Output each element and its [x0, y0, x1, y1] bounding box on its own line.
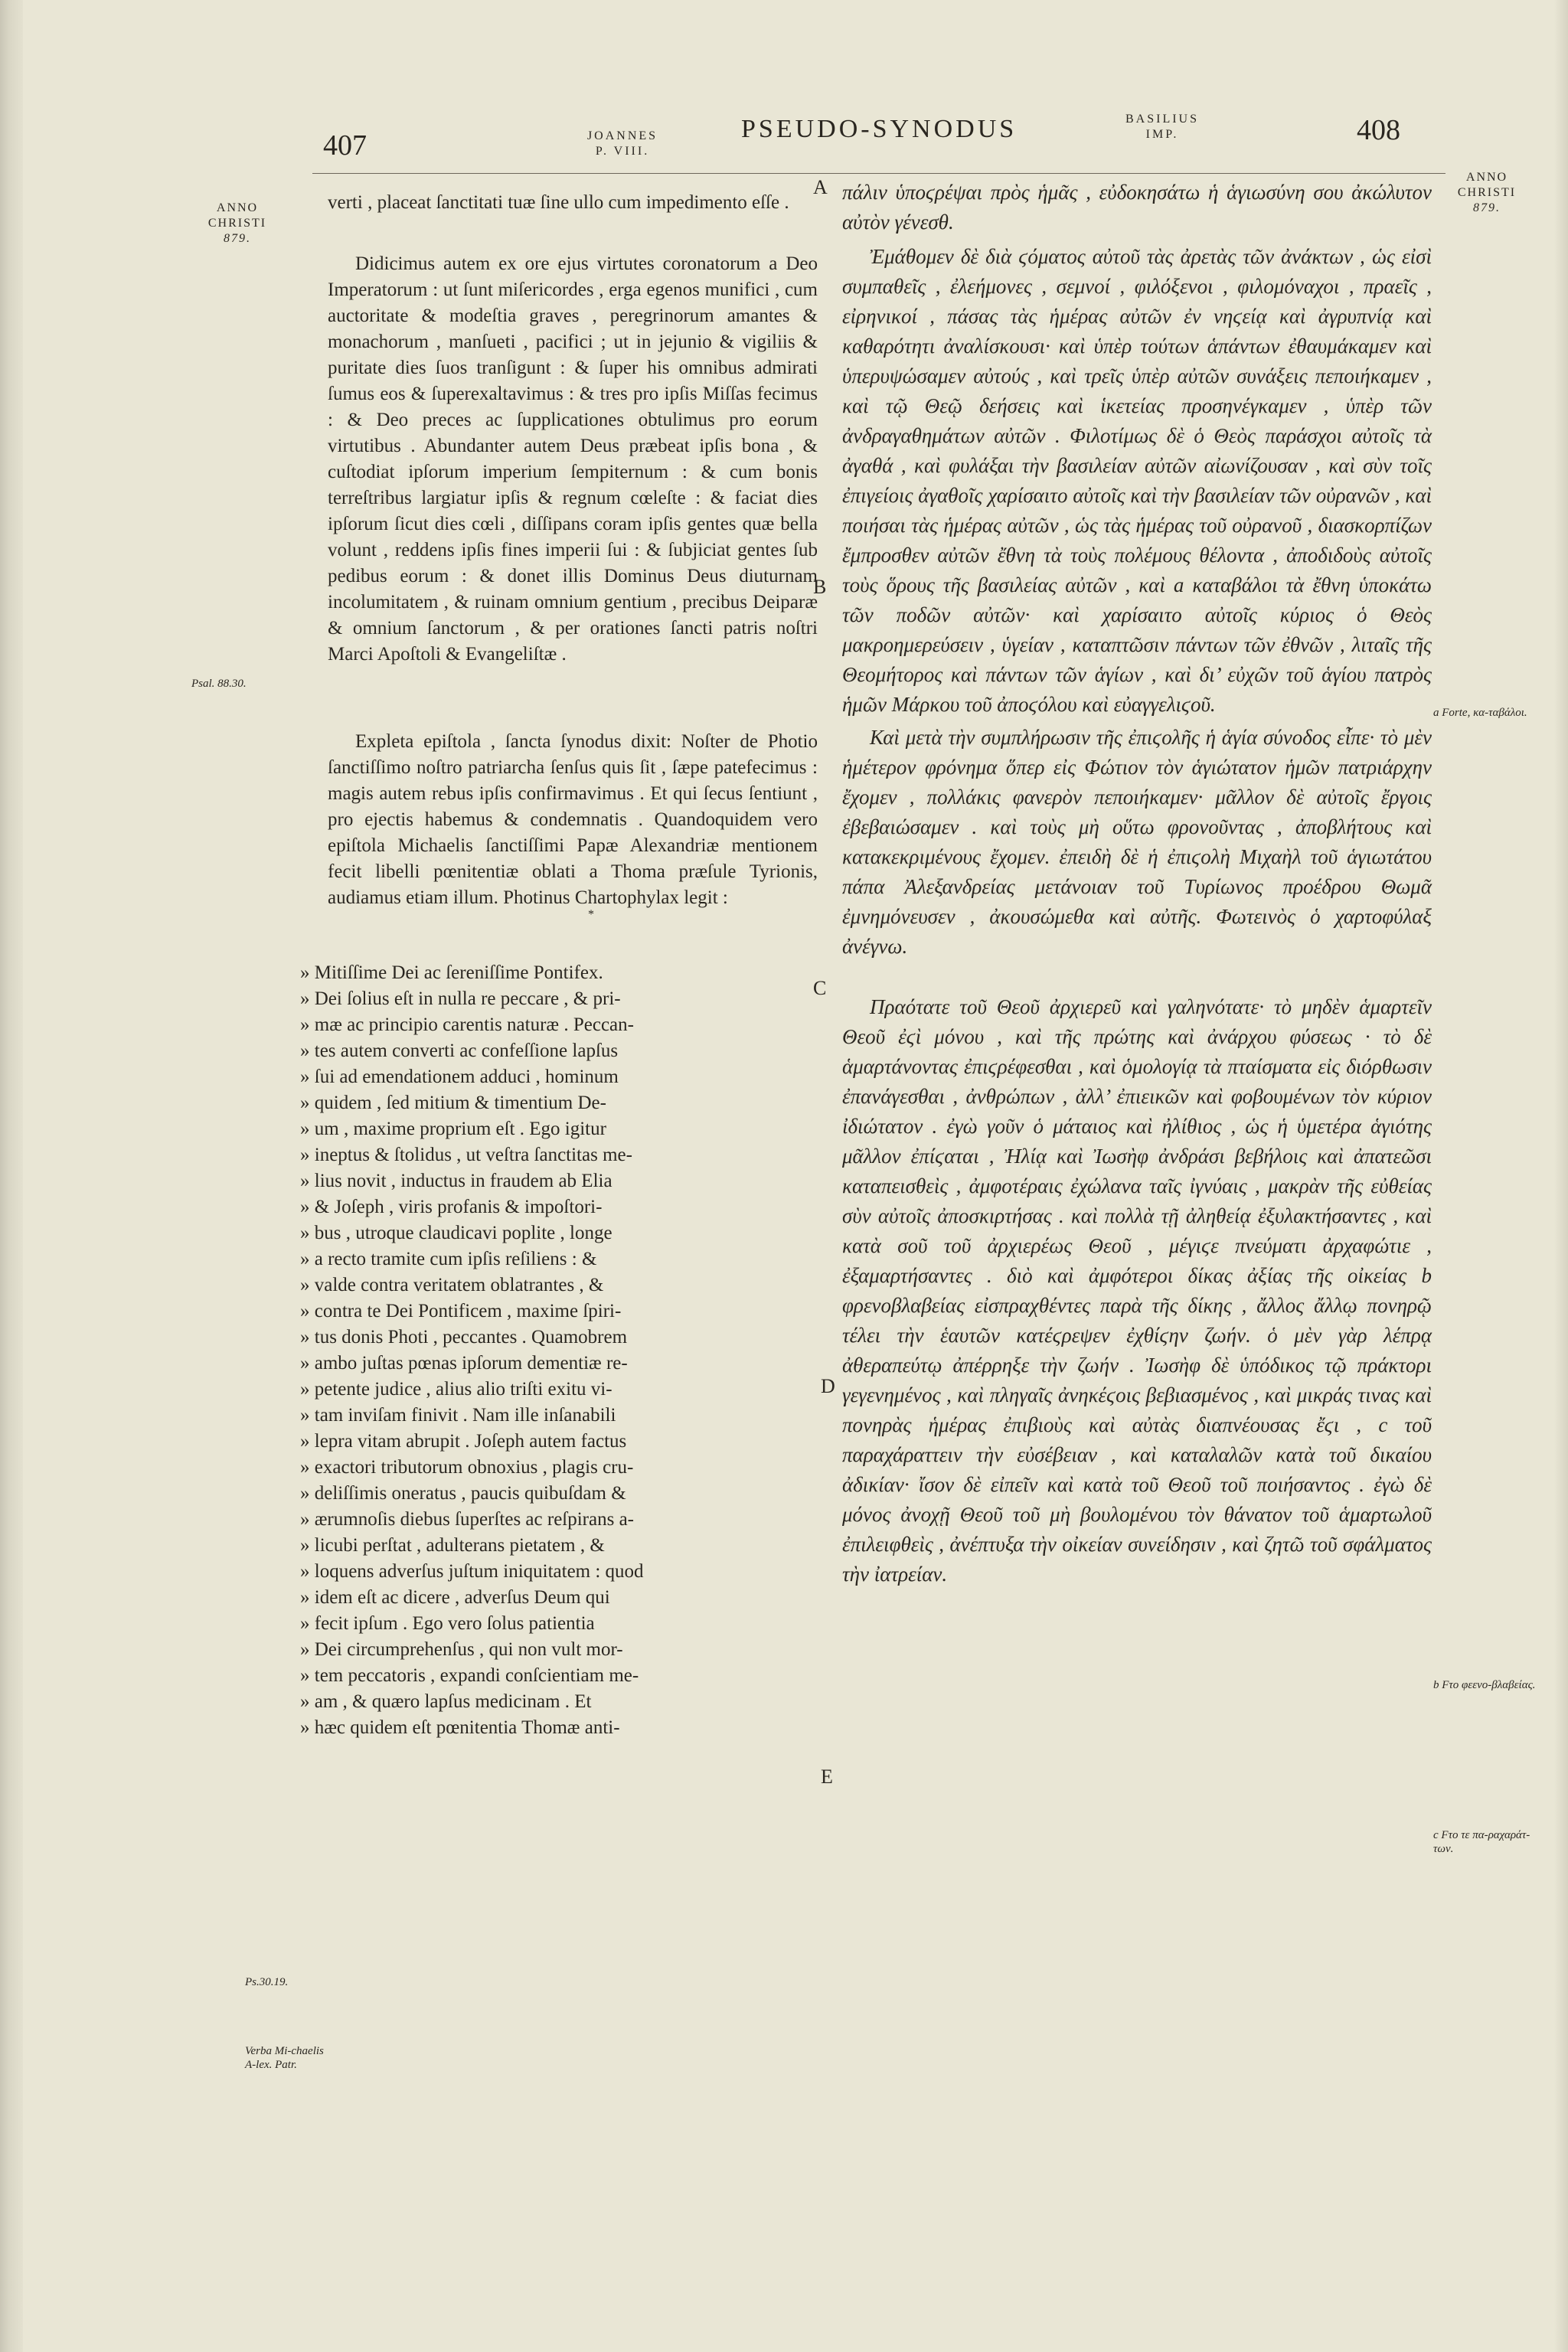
- latin-quoted-letter: [300, 960, 818, 1741]
- header-basilius-name: BASILIUS: [1125, 113, 1199, 126]
- verba-michaelis-note: Verba Mi-chaelis A-lex. Patr.: [245, 2045, 324, 2071]
- latin-paragraph-1: verti , placeat ſanctitati tuæ ſine ullo cum impedimento eſſe .: [328, 192, 789, 213]
- year-left: 879.: [224, 232, 251, 245]
- year-right: 879.: [1473, 201, 1501, 214]
- header-joannes: [565, 129, 680, 159]
- quote-line: » hæc quidem eſt pœnitentia Thomæ anti-: [300, 1717, 620, 1738]
- section-ornament: *: [588, 908, 594, 921]
- anno-christi-left: [191, 201, 283, 247]
- quote-line: » ſui ad emendationem adduci , hominum: [300, 1067, 619, 1087]
- section-letter-c: C: [813, 977, 827, 999]
- header-joannes-name: JOANNES: [586, 129, 658, 142]
- section-letter-d: D: [821, 1375, 835, 1397]
- christi-left: CHRISTI: [207, 217, 267, 230]
- quote-line: » a recto tramite cum ipſis reſiliens : &: [300, 1249, 597, 1269]
- quote-line: » Dei circumprehenſus , qui non vult mor-: [300, 1639, 623, 1660]
- section-letter-b: B: [813, 576, 827, 598]
- quote-line: » ineptus & ſtolidus , ut veſtra ſanctitas me-: [300, 1145, 632, 1165]
- quote-line: » licubi perſtat , adulterans pietatem , &: [300, 1535, 605, 1556]
- quote-line: » ambo juſtas pœnas ipſorum dementiæ re-: [300, 1353, 628, 1374]
- quote-line: » bus , utroque claudicavi poplite , longe: [300, 1223, 612, 1243]
- quote-line: » Mitiſſime Dei ac ſereniſſime Pontifex.: [300, 962, 603, 983]
- anno-left: ANNO: [216, 201, 259, 214]
- quote-line: » deliſſimis oneratus , paucis quibuſdam &: [300, 1483, 626, 1504]
- page-edge-right: [1554, 0, 1568, 2352]
- note-c: c Fτο τε πα-ραχαράτ-των.: [1433, 1829, 1530, 1855]
- anno-christi-right: [1433, 170, 1540, 216]
- greek-paragraph-4: Πραότατε τοῦ Θεοῦ ἀρχιερεῦ καὶ γαληνότατε· τὸ μηδὲν ἁμαρτεῖν Θεοῦ ἐϛὶ μόνου , καὶ τῆς πρώτης καὶ ἀνάρχου φύσεως · τὸ δὲ ἁμαρτάνοντας ἐπιϛρέφεσθαι , καὶ ὁμολογίᾳ τὰ πταίσματα εἰς διόρθωσιν ἐπανάγεσθαι , ἀνθρώπων , ἀλλ’ ἐπιεικῶν καὶ φοβουμένων τὸν κύριον ἰδιώτατον . ἐγὼ γοῦν ὁ μάταιος καὶ ἠλίθιος , ὡς ἡ ὑμετέρα ἁγιότης μᾶλλον ἐπίϛαται , Ἠλίᾳ καὶ Ἰωσὴφ ἀνδράσι βεβήλοις καὶ ἀπατεῶσι καταπεισθεὶς , ἀμφοτέραις ἐχώλανα ταῖς ἰγνύαις , μακρὰν τῆς εὐθείας σὺν αὐτοῖς ἀποσκιρτήσας . καὶ πολλὰ τῇ ἀληθείᾳ ἐξυλακτήσαντες , καὶ κατὰ σοῦ τοῦ ἀρχιερέως Θεοῦ , μέγιϛε πνεύματι ἀρχαφώτιε , ἐξαμαρτήσαντες . διὸ καὶ ἀμφότεροι δίκας ἀξίας τῆς οἰκείας b φρενοβλαβείας εἰσπραχθέντες παρὰ τῆς δίκης , ἄλλος ἄλλῳ πονηρῷ τέλει τὴν ἑαυτῶν κατέϛρεψεν ἐχθίϛην ζωήν. ὁ μὲν γὰρ λέπρᾳ ἀθεραπεύτῳ ἀπέρρηξε τὴν ζωήν . Ἰωσὴφ δὲ ὑπόδικος τῷ πράκτορι γεγενημένος , καὶ πληγαῖς ἀνηκέϛοις βεβιασμένος , καὶ μικράς τινας καὶ πονηρὰς ἡμέρας ἐπιβιοὺς καὶ αὐτὰς διαπνέουσας ἔϛι , c τοῦ παραχάραττειν τὴν εὐσέβειαν , καὶ καταλαλῶν κατὰ τοῦ δικαίου ἀδικίαν· ἴσον δὲ εἰπεῖν καὶ κατὰ τοῦ Θεοῦ τοῦ ποιήσαντος . ἐγὼ δὲ μόνος ἀνοχῇ Θεοῦ τοῦ μὴ βουλομένου τὸν θάνατον τοῦ ἁμαρτωλοῦ ἐπιλειφθεὶς , ἀνέπτυξα τὴν οἰκείαν συνείδησιν , καὶ ζητῶ τοῦ σφάλματος τὴν ἰατρείαν.: [842, 995, 1432, 1586]
- section-letter-e: E: [821, 1766, 833, 1788]
- greek-column: [842, 178, 1432, 1589]
- section-letter-a: A: [813, 176, 828, 198]
- right-page-number: 408: [1357, 114, 1400, 146]
- note-b: b Fτο φεενο-βλαβείας.: [1433, 1679, 1536, 1691]
- psalm-ref-30: Ps.30.19.: [245, 1976, 289, 1988]
- quote-line: » tus donis Photi , peccantes . Quamobrem: [300, 1327, 628, 1348]
- quote-line: » mæ ac principio carentis naturæ . Peccan-: [300, 1014, 634, 1035]
- quote-line: » tes autem converti ac confeſſione lapſus: [300, 1040, 619, 1061]
- quote-line: » loquens adverſus juſtum iniquitatem : quod: [300, 1561, 644, 1582]
- quote-line: » fecit ipſum . Ego vero ſolus patientia: [300, 1613, 595, 1634]
- quote-line: » am , & quæro lapſus medicinam . Et: [300, 1691, 592, 1712]
- page-edge-left: [0, 0, 23, 2352]
- quote-line: » lius novit , inductus in fraudem ab Elia: [300, 1171, 612, 1191]
- quote-line: » & Joſeph , viris profanis & impoſtori-: [300, 1197, 603, 1217]
- quote-line: » lepra vitam abrupit . Joſeph autem factus: [300, 1431, 627, 1452]
- header-rule: [312, 173, 1446, 174]
- quote-line: » tem peccatoris , expandi conſcientiam me-: [300, 1665, 639, 1686]
- greek-paragraph-1: πάλιν ὑποϛρέψαι πρὸς ἡμᾶς , εὐδοκησάτω ἡ ἁγιωσύνη σου ἀκώλυτον αὐτὸν γένεσθ.: [842, 181, 1432, 234]
- psalm-ref-88: Psal. 88.30.: [191, 678, 247, 690]
- header-imp: IMP.: [1145, 128, 1179, 141]
- latin-paragraph-3: Expleta epiſtola , ſancta ſynodus dixit: Noſter de Photio ſanctiſſimo noſtro patriarcha ſenſus quis ſit , ſæpe patefecimus : magis autem rebus ipſis confirmavimus . Et qui ſecus ſentiunt , pro ejectis habemus & condemnatis . Quandoquidem vero epiſtola Michaelis ſanctiſſimi Papæ Alexandriæ mentionem fecit libelli pœnitentiæ oblati a Thoma præſule Tyrionis, audiamus etiam illum. Photinus Chartophylax legit :: [328, 731, 818, 908]
- header-basilius: [1109, 112, 1216, 142]
- quote-line: » valde contra veritatem oblatrantes , &: [300, 1275, 604, 1295]
- quote-line: » tam inviſam finivit . Nam ille inſanabili: [300, 1405, 616, 1426]
- greek-paragraph-2: Ἐμάθομεν δὲ διὰ ϛόματος αὐτοῦ τὰς ἀρετὰς τῶν ἀνάκτων , ὡς εἰσὶ συμπαθεῖς , ἐλεήμονες , σεμνοί , φιλόξενοι , φιλομόναχοι , πραεῖς , εἰρηνικοί , πάσας τὰς ἡμέρας αὐτῶν ἐν νηϛείᾳ καὶ ἀγρυπνίᾳ καὶ καθαρότητι ἀναλίσκουσι· καὶ ὑπὲρ τούτων ἁπάντων ἐθαυμάκαμεν καὶ ὑπερυψώσαμεν αὐτούς , καὶ τρεῖς ὑπὲρ αὐτῶν συνάξεις πεποιήκαμεν , καὶ τῷ Θεῷ δεήσεις καὶ ἱκετείας προσηνέγκαμεν , ὑπὲρ τῶν ἀνδραγαθημάτων αὐτῶν . Φιλοτίμως δὲ ὁ Θεὸς παράσχοι αὐτοῖς τὰ ἀγαθά , καὶ φυλάξαι τὴν βασιλείαν αὐτῶν αἰωνίζουσαν , καὶ σὺν τοῖς ἐπιγείοις ἀγαθοῖς χαρίσαιτο αὐτοῖς καὶ τὴν βασιλείαν τῶν οὐρανῶν , καὶ ποιήσαι τὰς ἡμέρας αὐτῶν , ὡς τὰς ἡμέρας τοῦ οὐρανοῦ , διασκορπίζων ἔμπροσθεν αὐτῶν ἔθνη τὰ τοὺς πολέμους θέλοντα , ἀποδιδοὺς αὐτοῖς τοὺς ὅρους τῆς βασιλείας αὐτῶν , καὶ a καταβάλοι τὰ ἔθνη ὑποκάτω τῶν ποδῶν αὐτῶν· καὶ χαρίσαιτο αὐτοῖς κύριος ὁ Θεὸς μακροημερεύσειν , ὑγείαν , καταπτῶσιν πάντων τῶν ἐθνῶν , λιταῖς τῆς Θεομήτορος καὶ πάντων τῶν ἁγίων , καὶ δι’ εὐχῶν τοῦ ἁγίου πατρὸς ἡμῶν Μάρκου τοῦ ἀποϛόλου καὶ εὐαγγελιϛοῦ.: [842, 245, 1432, 716]
- left-page-number: 407: [323, 129, 367, 162]
- quote-line: » idem eſt ac dicere , adverſus Deum qui: [300, 1587, 610, 1608]
- quote-line: » um , maxime proprium eſt . Ego igitur: [300, 1119, 606, 1139]
- quote-line: » exactori tributorum obnoxius , plagis cru-: [300, 1457, 634, 1478]
- quote-line: » Dei ſolius eſt in nulla re peccare , & pri-: [300, 988, 621, 1009]
- latin-paragraph-2: Didicimus autem ex ore ejus virtutes coronatorum a Deo Imperatorum : ut ſunt miſericordes , erga egenos munifici , cum auctoritate & modeſtia graves , peregrinorum amantes & monachorum , manſueti , pacifici ; ut in jejunio & vigiliis & puritate dies ſuos tranſigunt : & ſuper his omnibus admirati ſumus eos & ſuperexaltavimus : & tres pro ipſis Miſſas fecimus : & Deo preces ac ſupplicationes obtulimus pro eorum virtutibus . Abundanter autem Deus præbeat ipſis bona , & cuſtodiat ipſorum imperium ſempiternum : & cum bonis terreſtribus largiatur ipſis & regnum cœleſte : & faciat dies ipſorum ſicut dies cœli , diſſipans coram ipſis gentes quæ bella volunt , reddens ipſis fines imperii ſui : & ſubjiciat gentes ſub pedibus eorum : & donet illis Dominus Deus diuturnam incolumitatem , & ruinam omnium gentium , precibus Deiparæ & omnium ſanctorum , & per orationes ſancti patris noſtri Marci Apoſtoli & Evangeliſtæ .: [328, 253, 818, 665]
- quote-line: » ærumnoſis diebus ſuperſtes ac reſpirans a-: [300, 1509, 634, 1530]
- quote-line: » quidem , ſed mitium & timentium De-: [300, 1093, 606, 1113]
- latin-column: [300, 190, 818, 1741]
- anno-right: ANNO: [1465, 171, 1508, 184]
- header-pope: P. VIII.: [595, 145, 650, 158]
- page-title: PSEUDO-SYNODUS: [741, 115, 1018, 143]
- quote-line: » contra te Dei Pontificem , maxime ſpiri-: [300, 1301, 622, 1321]
- quote-line: » petente judice , alius alio triſti exitu vi-: [300, 1379, 612, 1400]
- note-a: a Forte, κα-ταβάλοι.: [1433, 707, 1527, 719]
- greek-paragraph-3: Καὶ μετὰ τὴν συμπλήρωσιν τῆς ἐπιϛολῆς ἡ ἁγία σύνοδος εἶπε· τὸ μὲν ἡμέτερον φρόνημα ὅπερ εἰς Φώτιον τὸν ἁγιώτατον ἡμῶν πατριάρχην ἔχομεν , πολλάκις φανερὸν πεποιήκαμεν· μᾶλλον δὲ αὐτοῖς ἔργοις ἐβεβαιώσαμεν . καὶ τοὺς μὴ οὕτω φρονοῦντας , ἀποβλήτους καὶ κατακεκριμένους ἔχομεν. ἐπειδὴ δὲ ἡ ἐπιϛολὴ Μιχαὴλ τοῦ ἁγιωτάτου πάπα Ἀλεξανδρείας μετάνοιαν τοῦ Τυρίωνος προέδρου Θωμᾶ ἐμνημόνευσεν , ἀκουσώμεθα καὶ αὐτῆς. Φωτεινὸς ὁ χαρτοφύλαξ ἀνέγνω.: [842, 726, 1432, 958]
- christi-right: CHRISTI: [1457, 186, 1517, 199]
